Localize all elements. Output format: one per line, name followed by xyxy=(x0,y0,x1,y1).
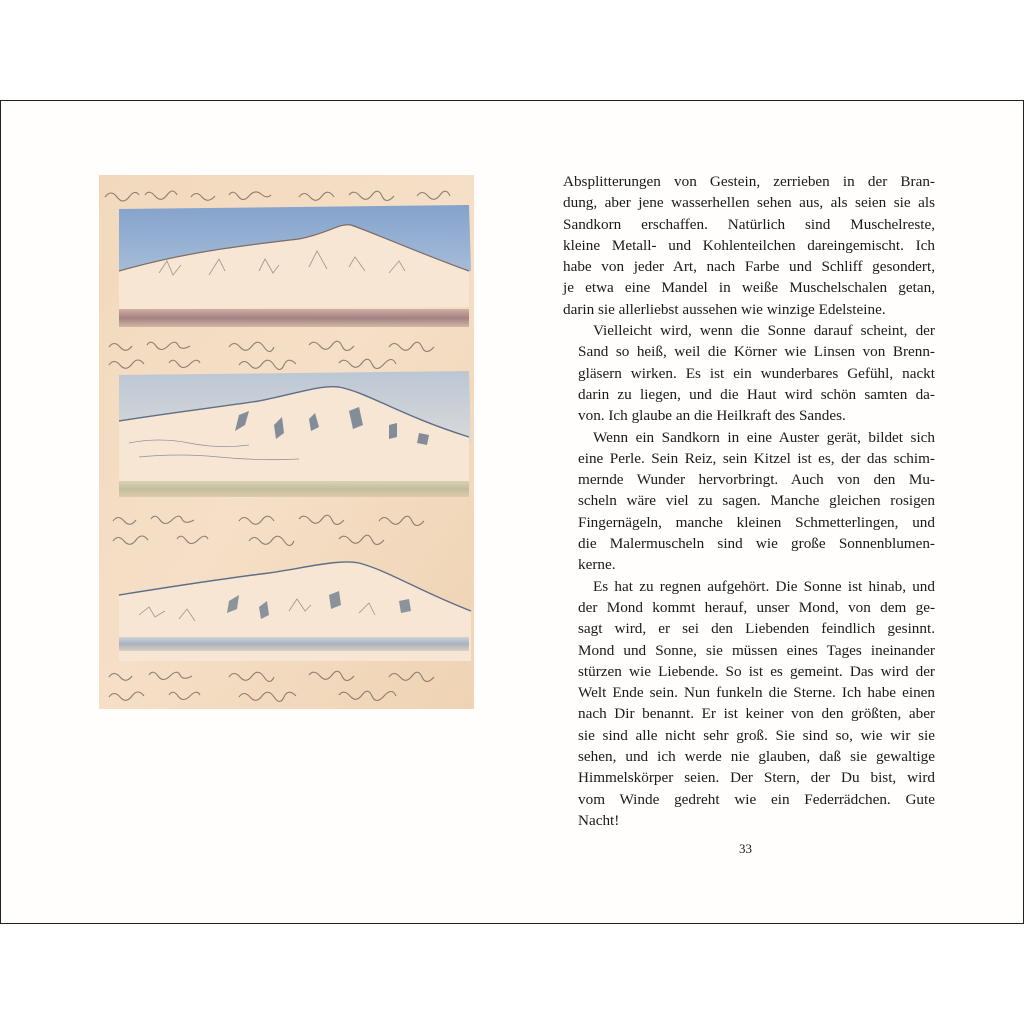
text-line: Fingernägeln, manche kleinen Schmetterlingen, und xyxy=(578,513,935,531)
text-line: vom Winde gedreht wie ein Federrädchen. Gute xyxy=(578,790,935,808)
text-line: Welt Ende sein. Nun funkeln die Sterne. Ich habe einen xyxy=(578,684,935,702)
text-line: Vielleicht wird, wenn die Sonne darauf scheint, der xyxy=(593,322,935,340)
text-line: kleine Metall- und Kohlenteilchen dareingemischt. Ich xyxy=(563,236,935,254)
text-line: Himmelskörper seien. Der Stern, der Du bist, wird xyxy=(578,769,935,787)
text-line: gläsern wirken. Es ist ein wunderbares Gefühl, nackt xyxy=(578,364,935,382)
text-line: Sandkorn erschaffen. Natürlich sind Muschelreste, xyxy=(563,215,935,233)
text-line: sagt wird, er sei den Liebenden feindlich gesinnt. xyxy=(578,620,935,638)
text-line: sie sind alle nicht sehr groß. Sie sind so, wie wir sie xyxy=(578,726,935,744)
paragraph xyxy=(563,320,935,426)
text-line: dung, aber jene wasserhellen sehen aus, als seien sie als xyxy=(563,194,935,212)
text-line: stürzen wie Liebende. So ist es gemeint. Das wird der xyxy=(578,662,935,680)
body-text xyxy=(563,171,935,831)
text-line: Wenn ein Sandkorn in eine Auster gerät, bildet sich xyxy=(593,428,935,446)
paragraph xyxy=(563,171,935,320)
watercolor-sketch xyxy=(99,175,474,709)
text-line: scheln wäre viel zu sagen. Manche gleichen rosigen xyxy=(578,492,935,510)
text-line: je etwa eine Mandel in weiße Muschelschalen getan, xyxy=(563,279,935,297)
book-spread xyxy=(0,100,1024,924)
text-line: Sand so heiß, weil die Körner wie Linsen von Brenn- xyxy=(578,343,935,361)
paragraph xyxy=(563,576,935,832)
text-line: habe von jeder Art, nach Farbe und Schliff gesondert, xyxy=(563,258,935,276)
text-line: Es hat zu regnen aufgehört. Die Sonne ist hinab, und xyxy=(593,577,935,595)
text-line: mernde Wunder hervorbringt. Auch von den Mu- xyxy=(578,471,935,489)
text-line: von. Ich glaube an die Heilkraft des Sandes. xyxy=(578,407,846,425)
paragraph xyxy=(563,427,935,576)
text-line: Mond und Sonne, sie müssen eines Tages ineinander xyxy=(578,641,935,659)
text-line: darin sie allerliebst aussehen wie winzige Edelsteine. xyxy=(563,300,886,318)
text-line: darin zu liegen, und die Haut wird schön samten da- xyxy=(578,385,935,403)
text-line: Nacht! xyxy=(578,811,620,829)
text-line: eine Perle. Sein Reiz, sein Kitzel ist es, der das schim- xyxy=(578,449,935,467)
text-line: der Mond kommt herauf, unser Mond, von dem ge- xyxy=(578,598,935,616)
text-line: nach Dir benannt. Er ist keiner von den größten, aber xyxy=(578,705,935,723)
text-line: sehen, und ich werde nie glauben, daß sie gewaltige xyxy=(578,748,935,766)
text-line: Absplitterungen von Gestein, zerrieben in der Bran- xyxy=(563,173,935,190)
text-line: kerne. xyxy=(578,556,616,574)
text-line: die Malermuscheln sind wie große Sonnenblumen- xyxy=(578,535,935,553)
page-number: 33 xyxy=(739,841,752,856)
